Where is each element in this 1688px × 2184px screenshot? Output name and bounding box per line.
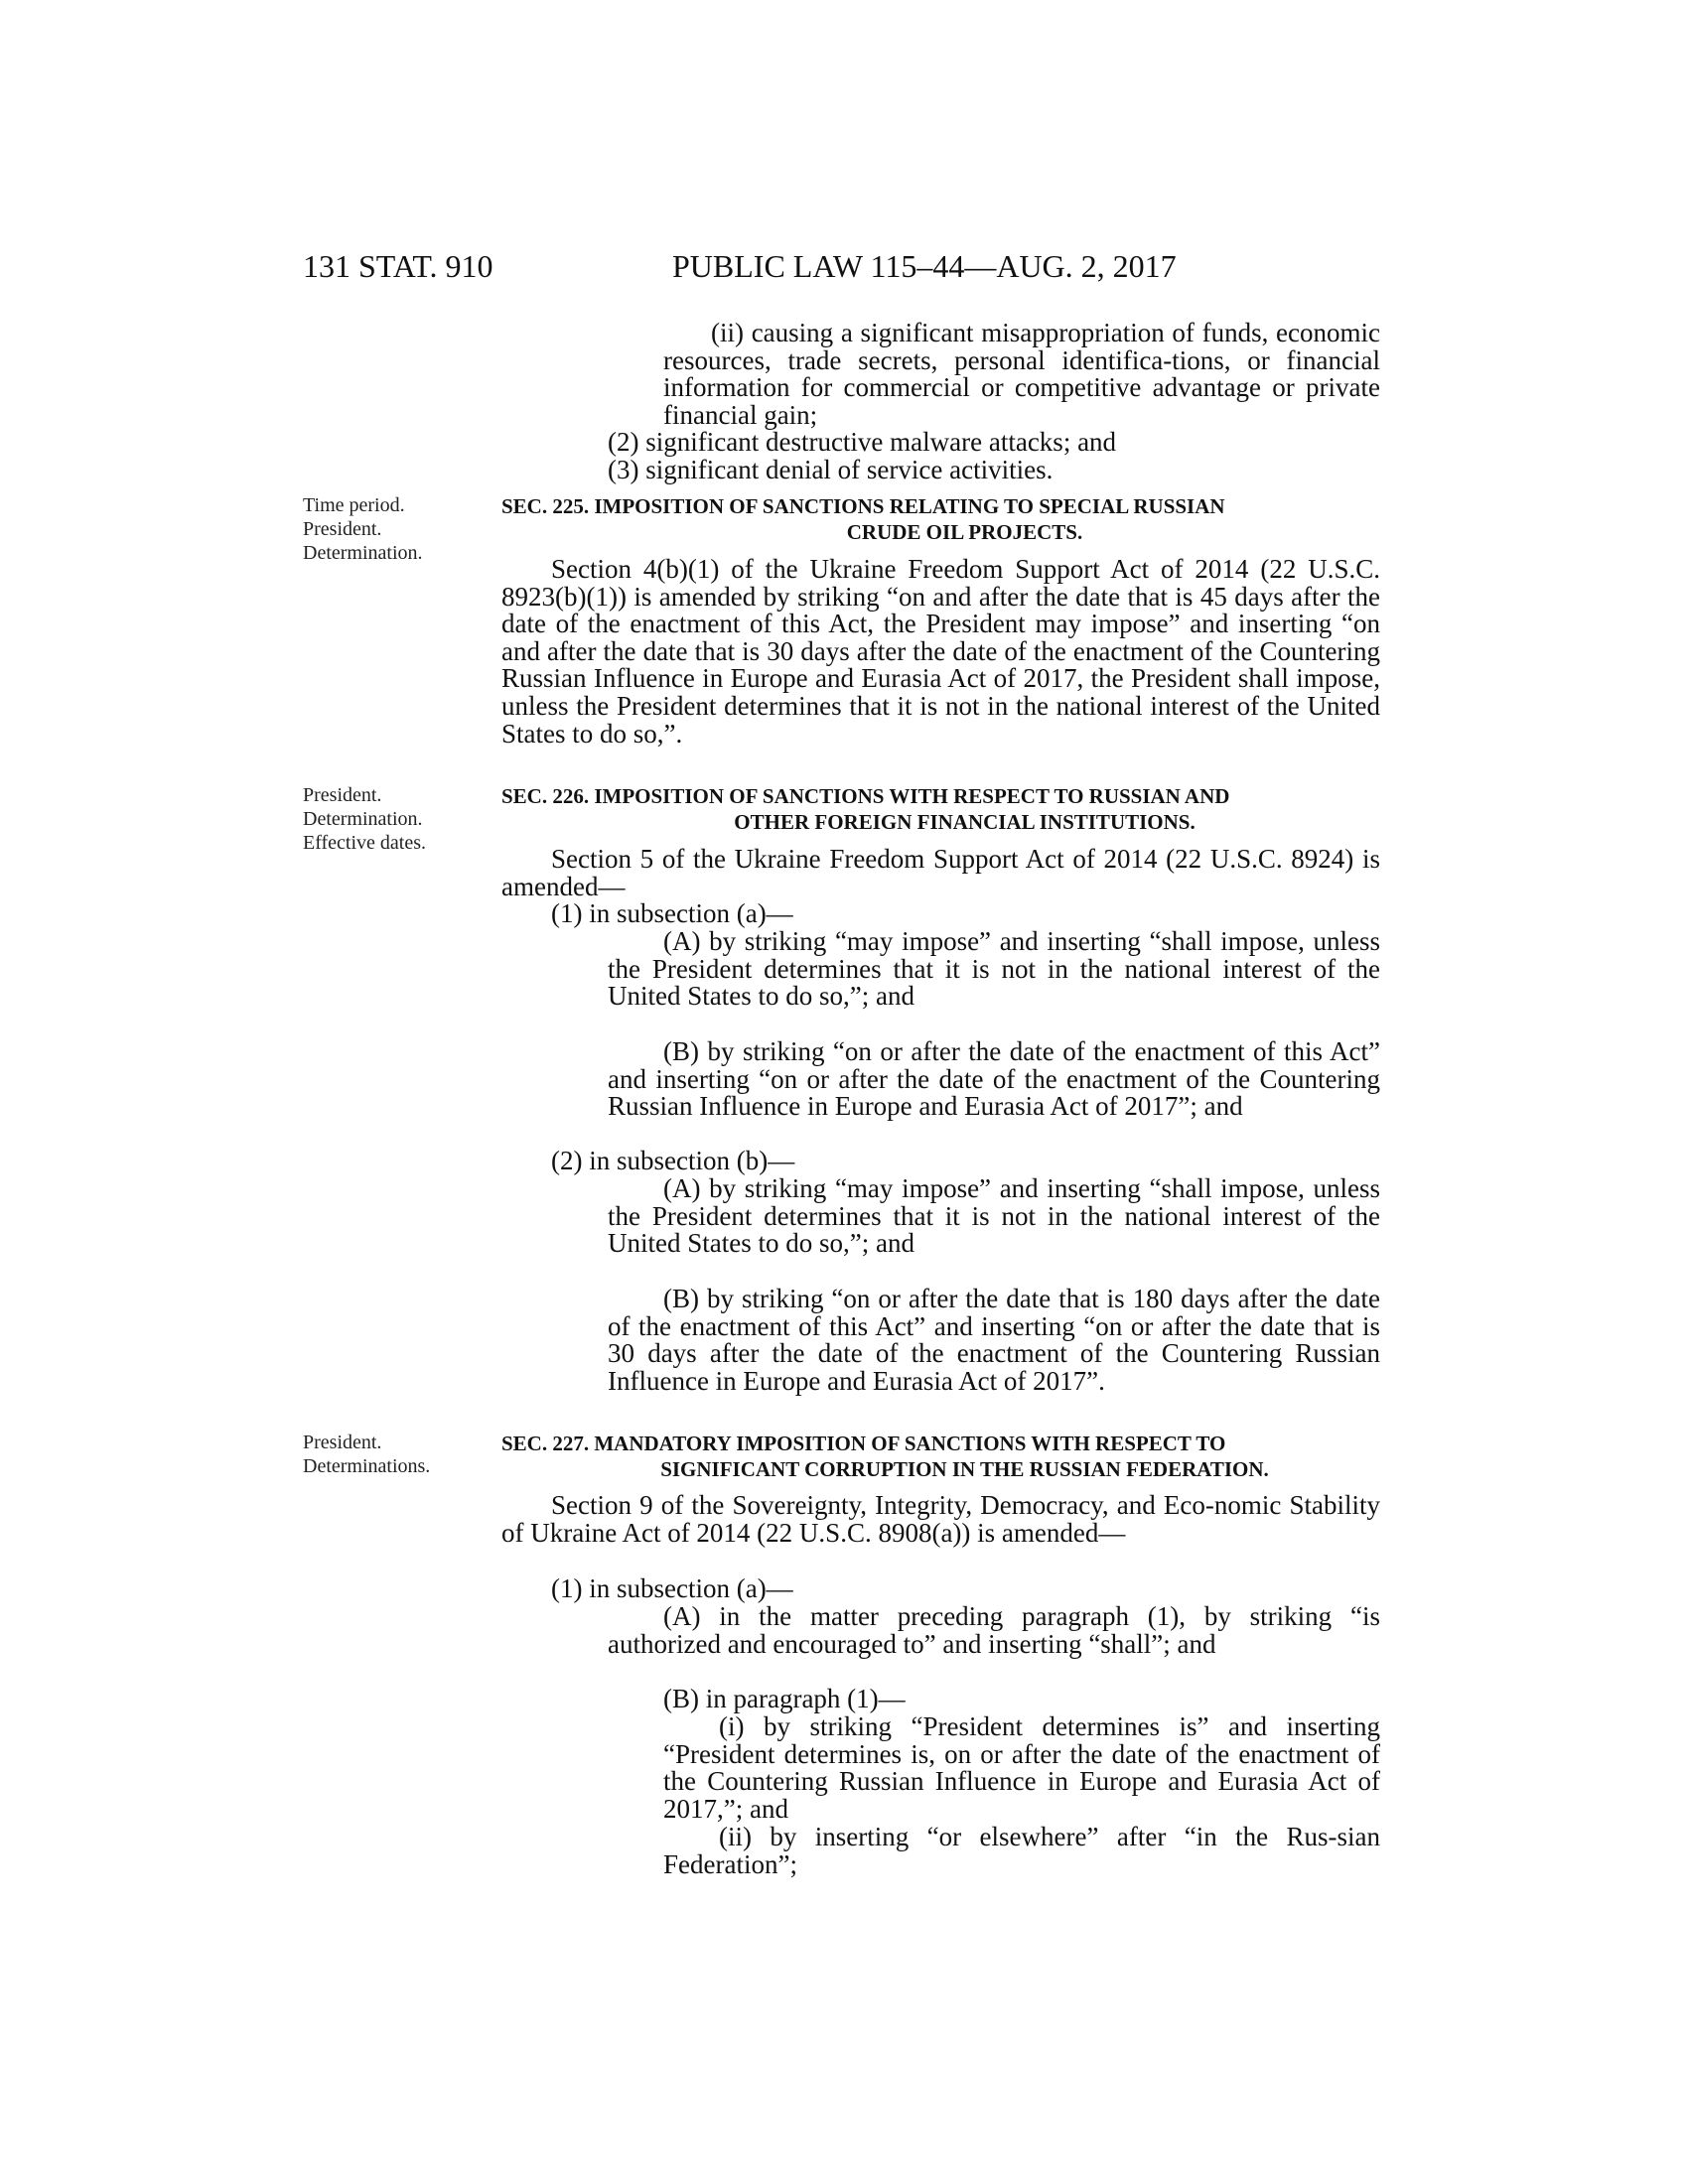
section-227-intro: Section 9 of the Sovereignty, Integrity, Democracy, and Eco-nomic Stability of Ukraine Act of 2014 (22 U.S.C. 8908(a)) is amended— [501,1490,1380,1548]
section-227-paragraph-1B: (B) in paragraph (1)— [663,1684,906,1713]
margin-note-sec-227 [303,1431,430,1478]
section-227-paragraph-1A: (A) in the matter preceding paragraph (1), by striking “is authorized and encouraged to” and inserting “shall”; and [608,1601,1380,1659]
clause-ii-paragraph: (ii) causing a significant misappropriation of funds, economic resources, trade secrets, personal identifica-tions, or financial information for commercial or competitive advantage or private financial gain; [663,318,1380,430]
margin-note-line: Determination. [303,542,423,564]
heading-line: OTHER FOREIGN FINANCIAL INSTITUTIONS. [734,810,1196,834]
heading-line: SIGNIFICANT CORRUPTION IN THE RUSSIAN FEDERATION. [660,1457,1269,1481]
heading-line: SEC. 226. IMPOSITION OF SANCTIONS WITH RESPECT TO RUSSIAN AND [501,784,1230,808]
section-226-paragraph-2A: (A) by striking “may impose” and inserting “shall impose, unless the President determines that it is not in the national interest of the United States to do so,”; and [608,1173,1380,1259]
section-225-body: Section 4(b)(1) of the Ukraine Freedom Support Act of 2014 (22 U.S.C. 8923(b)(1)) is amended by striking “on and after the date that is 45 days after the date of the enactment of this Act, the President may impose” and inserting “on and after the date that is 30 days after the date of the enactment of the Countering Russian Influence in Europe and Eurasia Act of 2017, the President shall impose, unless the President determines that it is not in the national interest of the United States to do so,”. [501,554,1380,749]
section-226-intro: Section 5 of the Ukraine Freedom Support Act of 2014 (22 U.S.C. 8924) is amended— [501,844,1380,901]
statute-page-reference: 131 STAT. 910 [303,248,493,284]
margin-note-line: Effective dates. [303,832,427,854]
margin-note-line: Determinations. [303,1455,431,1477]
public-law-title: PUBLIC LAW 115–44—AUG. 2, 2017 [672,248,1177,284]
section-226-paragraph-1B: (B) by striking “on or after the date of the enactment of this Act” and inserting “on or after the date of the enactment of the Countering Russian Influence in Europe and Eurasia Act of 2017”; and [608,1036,1380,1122]
section-227-paragraph-1: (1) in subsection (a)— [551,1573,793,1603]
section-226-paragraph-1: (1) in subsection (a)— [551,898,793,928]
section-226-paragraph-1A: (A) by striking “may impose” and inserting “shall impose, unless the President determines that it is not in the national interest of the United States to do so,”; and [608,926,1380,1012]
margin-note-line: President. [303,784,382,806]
section-227-clause-i: (i) by striking “President determines is” and inserting “President determines is, on or after the date of the enactment of the Countering Russian Influence in Europe and Eurasia Act of 2017,”; and [663,1711,1380,1824]
margin-note-line: Time period. [303,494,405,516]
margin-note-line: President. [303,518,382,540]
item-3-paragraph: (3) significant denial of service activities. [608,455,1054,484]
margin-note-line: Determination. [303,808,423,830]
margin-note-sec-226 [303,783,426,855]
section-227-heading [501,1431,1380,1482]
heading-line: SEC. 225. IMPOSITION OF SANCTIONS RELATING TO SPECIAL RUSSIAN [501,494,1225,518]
section-227-clause-ii: (ii) by inserting “or elsewhere” after “in the Rus-sian Federation”; [663,1822,1380,1879]
section-225-heading [501,493,1380,545]
section-226-paragraph-2: (2) in subsection (b)— [551,1146,795,1175]
heading-line: CRUDE OIL PROJECTS. [846,520,1083,544]
item-2-paragraph: (2) significant destructive malware attacks; and [608,427,1117,457]
margin-note-sec-225 [303,493,423,565]
heading-line: SEC. 227. MANDATORY IMPOSITION OF SANCTIONS WITH RESPECT TO [501,1432,1226,1455]
section-226-heading [501,783,1380,835]
section-226-paragraph-2B: (B) by striking “on or after the date that is 180 days after the date of the enactment of this Act” and inserting “on or after the date that is 30 days after the date of the enactment of the Countering Russian Influence in Europe and Eurasia Act of 2017”. [608,1284,1380,1396]
margin-note-line: President. [303,1432,382,1453]
